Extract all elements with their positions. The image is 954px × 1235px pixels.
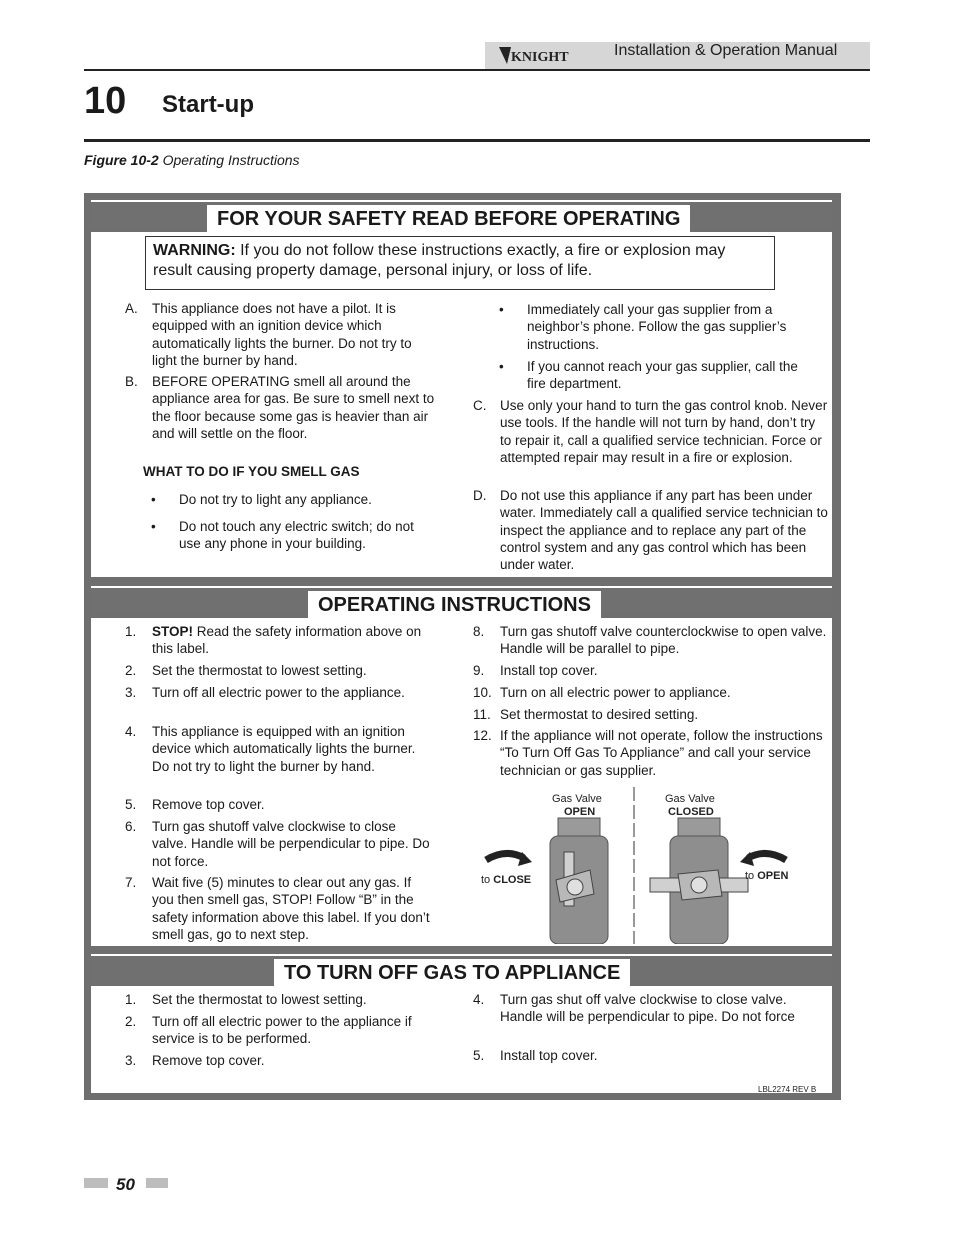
step-text: Install top cover. <box>500 1048 598 1063</box>
warning-text: If you do not follow these instructions exactly, a fire or explosion may result causing property damage, personal injury, or loss of life. <box>153 242 726 279</box>
bullet-marker: • <box>499 302 504 317</box>
item-text: BEFORE OPERATING smell all around the appliance area for gas. Be sure to smell next to the floor because some gas is heavier than air and will settle on the floor. <box>152 374 435 441</box>
gas-valve-illustration <box>478 782 808 944</box>
brand-logo <box>497 44 577 68</box>
step-number: 2. <box>125 663 137 678</box>
step-number: 10. <box>473 685 492 700</box>
bullet-marker: • <box>151 519 156 534</box>
to-close-label <box>481 874 531 886</box>
bullet-text: Do not try to light any appliance. <box>179 492 372 507</box>
to-open-word: OPEN <box>757 870 789 882</box>
step-number: 11. <box>473 707 491 722</box>
instruction-step <box>125 662 430 679</box>
smell-gas-heading: WHAT TO DO IF YOU SMELL GAS <box>143 464 360 479</box>
step-number: 6. <box>125 819 137 834</box>
item-marker: A. <box>125 301 138 316</box>
warning-label: WARNING: <box>153 242 236 259</box>
instruction-step <box>473 684 828 701</box>
step-number: 5. <box>125 797 137 812</box>
step-number: 4. <box>473 992 485 1007</box>
step-text: Turn gas shutoff valve counterclockwise to open valve. Handle will be parallel to pipe. <box>500 624 827 657</box>
step-text: Remove top cover. <box>152 797 265 812</box>
item-text: Use only your hand to turn the gas control knob. Never use tools. If the handle will not turn by hand, don’t try to repair it, call a qualified service technician. Force or attempted repair may result in a fire or explosion. <box>500 398 828 465</box>
step-number: 9. <box>473 663 485 678</box>
bullet-marker: • <box>151 492 156 507</box>
manual-title: Installation & Operation Manual <box>614 42 838 59</box>
step-text: Remove top cover. <box>152 1053 265 1068</box>
figure-caption <box>84 152 300 168</box>
chapter-number: 10 <box>84 80 127 122</box>
instruction-step <box>473 727 828 779</box>
header-rule <box>84 69 870 71</box>
instruction-step <box>125 684 430 701</box>
smell-gas-bullet <box>151 491 431 508</box>
to-open-label <box>745 870 788 882</box>
step-rest: Read the safety information above on this label. <box>152 624 422 657</box>
smell-gas-bullet <box>151 518 431 553</box>
step-text: Install top cover. <box>500 663 598 678</box>
valve-open-caption: Gas Valve <box>552 793 602 805</box>
safety-item-b <box>125 373 435 442</box>
valve-closed-caption: Gas Valve <box>665 793 715 805</box>
instruction-step <box>473 991 828 1026</box>
step-number: 4. <box>125 724 137 739</box>
chapter-title: Start-up <box>162 91 254 118</box>
instruction-step <box>473 706 828 723</box>
to-close-word: CLOSE <box>493 874 532 886</box>
instruction-step <box>125 623 430 658</box>
valve-open-figure <box>550 818 608 944</box>
step-text: Turn off all electric power to the appliance if service is to be performed. <box>152 1014 412 1047</box>
turnoff-title: TO TURN OFF GAS TO APPLIANCE <box>274 959 630 987</box>
step-text: Wait five (5) minutes to clear out any gas. If you then smell gas, STOP! Follow “B” in the safety information above this label. If you don’t smell gas, go to next step. <box>152 875 430 942</box>
valve-closed-figure <box>650 818 748 944</box>
step-text: Turn off all electric power to the appliance. <box>152 685 405 700</box>
operating-title: OPERATING INSTRUCTIONS <box>308 591 601 619</box>
bullet-text: Do not touch any electric switch; do not use any phone in your building. <box>179 519 414 552</box>
item-marker: C. <box>473 398 487 413</box>
page-number: 50 <box>116 1175 135 1194</box>
item-text: Do not use this appliance if any part has been under water. Immediately call a qualified service technician to inspect the appliance and to replace any part of the control system and any gas control which has been under water. <box>500 488 828 573</box>
safety-title: FOR YOUR SAFETY READ BEFORE OPERATING <box>207 205 690 233</box>
step-text: Turn on all electric power to appliance. <box>500 685 731 700</box>
bullet-text: Immediately call your gas supplier from a neighbor’s phone. Follow the gas supplier’s instructions. <box>527 302 787 352</box>
smell-gas-bullet <box>499 301 819 353</box>
valve-open-state: OPEN <box>564 806 596 818</box>
figure-label: Figure 10-2 <box>84 152 159 168</box>
step-number: 12. <box>473 728 492 743</box>
instruction-step <box>473 662 828 679</box>
item-marker: D. <box>473 488 487 503</box>
instruction-step <box>125 796 430 813</box>
page-bar-left <box>84 1178 108 1188</box>
to-open-prefix: to <box>745 870 755 882</box>
step-number: 3. <box>125 1053 137 1068</box>
step-number: 2. <box>125 1014 137 1029</box>
step-number: 8. <box>473 624 485 639</box>
instruction-step <box>125 991 430 1008</box>
instruction-step <box>125 874 430 943</box>
step-text <box>152 623 430 658</box>
step-number: 1. <box>125 992 137 1007</box>
page-bar-right <box>146 1178 168 1188</box>
step-emphasis: STOP! <box>152 624 194 639</box>
step-text: Turn gas shutoff valve clockwise to close valve. Handle will be perpendicular to pipe. Do not force. <box>152 819 430 869</box>
safety-item-d <box>473 487 828 573</box>
step-text: This appliance is equipped with an ignition device which automatically lights the burner. Do not try to light the burner by hand. <box>152 724 416 774</box>
instruction-step <box>125 723 430 775</box>
valve-closed-state: CLOSED <box>668 806 714 818</box>
step-text: Set the thermostat to lowest setting. <box>152 992 367 1007</box>
safety-item-c <box>473 397 828 466</box>
brand-text: KNIGHT <box>511 50 569 65</box>
instruction-step <box>125 1013 430 1048</box>
item-text: This appliance does not have a pilot. It is equipped with an ignition device which automatically lights the burner. Do not try to light the burner by hand. <box>152 301 412 368</box>
step-text: Set thermostat to desired setting. <box>500 707 699 722</box>
instruction-step <box>125 818 430 870</box>
step-number: 5. <box>473 1048 485 1063</box>
instruction-step <box>473 1047 828 1064</box>
step-text: Turn gas shut off valve clockwise to close valve. Handle will be perpendicular to pipe. Do not force <box>500 992 795 1025</box>
warning-box <box>145 236 775 290</box>
item-marker: B. <box>125 374 138 389</box>
step-text: Set the thermostat to lowest setting. <box>152 663 367 678</box>
step-number: 7. <box>125 875 137 890</box>
label-code: LBL2274 REV B <box>758 1085 817 1094</box>
safety-item-a <box>125 300 435 369</box>
smell-gas-bullet <box>499 358 819 393</box>
instruction-step <box>473 623 828 658</box>
bullet-text: If you cannot reach your gas supplier, call the fire department. <box>527 359 798 392</box>
figure-caption-text: Operating Instructions <box>162 152 300 168</box>
to-close-prefix: to <box>481 874 491 886</box>
bullet-marker: • <box>499 359 504 374</box>
step-number: 1. <box>125 624 137 639</box>
step-number: 3. <box>125 685 137 700</box>
step-text: If the appliance will not operate, follow the instructions “To Turn Off Gas To Appliance” and call your service technician or gas supplier. <box>500 728 823 778</box>
section-rule <box>84 139 870 142</box>
instruction-step <box>125 1052 430 1069</box>
